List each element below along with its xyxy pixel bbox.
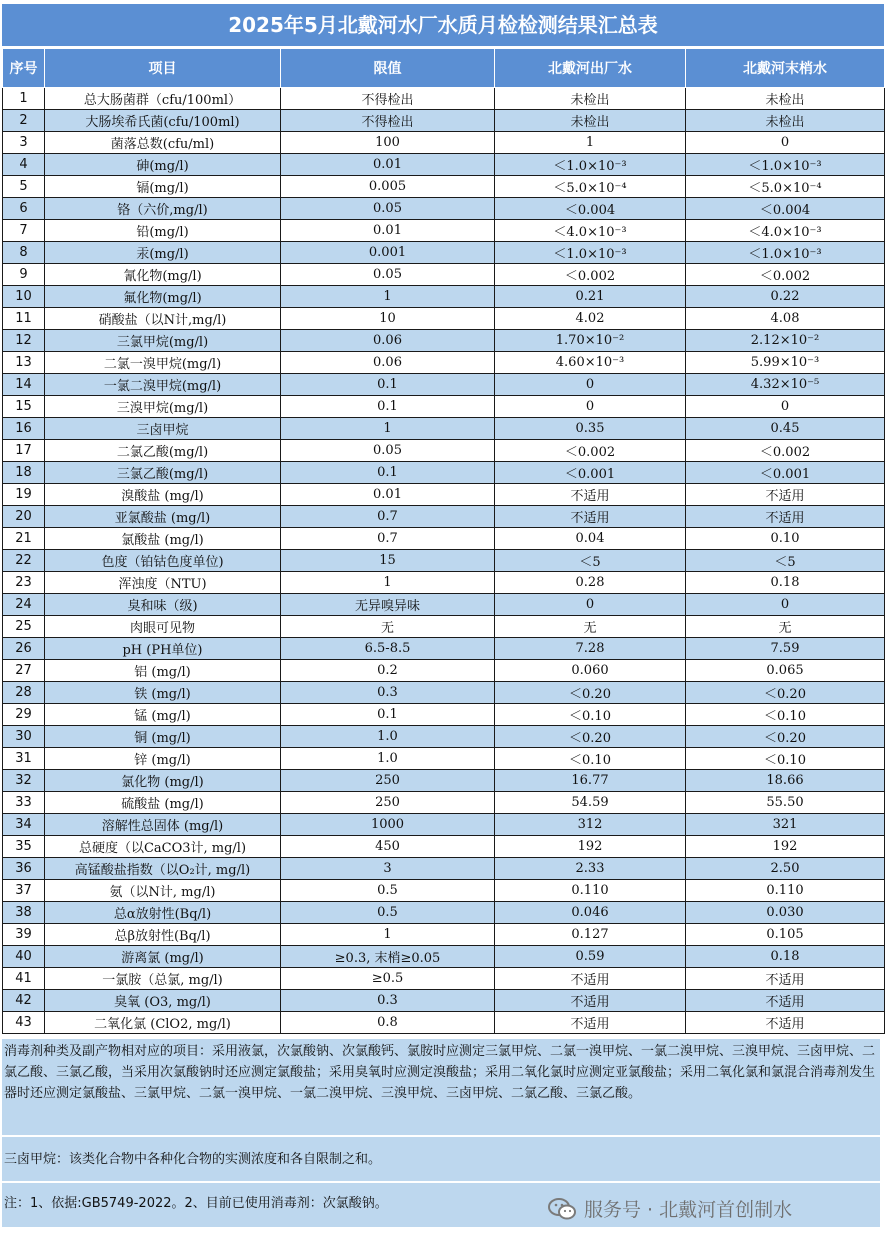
cell-plant-outlet[interactable]: 312 [495, 814, 686, 836]
cell-limit[interactable]: 无异嗅异味 [281, 594, 495, 616]
cell-item[interactable]: 总大肠菌群（cfu/100ml） [45, 88, 281, 110]
cell-plant-outlet[interactable]: ＜0.20 [495, 682, 686, 704]
cell-plant-outlet[interactable]: 0.046 [495, 902, 686, 924]
cell-tap-water[interactable]: 0 [686, 396, 885, 418]
cell-item[interactable]: 氟化物(mg/l) [45, 286, 281, 308]
cell-tap-water[interactable]: 18.66 [686, 770, 885, 792]
table-row [3, 462, 885, 484]
cell-plant-outlet[interactable]: 192 [495, 836, 686, 858]
cell-plant-outlet[interactable]: ＜1.0×10⁻³ [495, 154, 686, 176]
cell-item[interactable]: 总β放射性(Bq/l) [45, 924, 281, 946]
cell-index[interactable]: 10 [3, 286, 45, 308]
cell-item[interactable]: 硝酸盐（以N计,mg/l) [45, 308, 281, 330]
cell-limit[interactable]: 0.01 [281, 484, 495, 506]
cell-limit[interactable]: 0.06 [281, 352, 495, 374]
cell-item[interactable]: 铜 (mg/l) [45, 726, 281, 748]
cell-tap-water[interactable]: ＜1.0×10⁻³ [686, 154, 885, 176]
cell-plant-outlet[interactable]: ＜0.002 [495, 264, 686, 286]
cell-limit[interactable]: 0.05 [281, 440, 495, 462]
cell-index[interactable]: 5 [3, 176, 45, 198]
cell-plant-outlet[interactable]: 0.35 [495, 418, 686, 440]
note-basis: 注：1、依据:GB5749-2022。2、目前已使用消毒剂：次氯酸钠。 [2, 1183, 880, 1227]
cell-tap-water[interactable]: 4.32×10⁻⁵ [686, 374, 885, 396]
cell-limit[interactable]: 0.7 [281, 506, 495, 528]
cell-item[interactable]: pH (PH单位) [45, 638, 281, 660]
cell-limit[interactable]: 250 [281, 792, 495, 814]
cell-index[interactable]: 8 [3, 242, 45, 264]
cell-tap-water[interactable]: 不适用 [686, 1012, 885, 1034]
cell-item[interactable]: 二氧化氯 (ClO2, mg/l) [45, 1012, 281, 1034]
table-row [3, 132, 885, 154]
table-row [3, 220, 885, 242]
cell-index[interactable]: 28 [3, 682, 45, 704]
cell-plant-outlet[interactable]: 16.77 [495, 770, 686, 792]
cell-item[interactable]: 色度（铂钴色度单位) [45, 550, 281, 572]
cell-index[interactable]: 40 [3, 946, 45, 968]
table-row [3, 880, 885, 902]
cell-plant-outlet[interactable]: 0.060 [495, 660, 686, 682]
cell-plant-outlet[interactable]: 1 [495, 132, 686, 154]
cell-index[interactable]: 31 [3, 748, 45, 770]
table-row [3, 242, 885, 264]
cell-index[interactable]: 4 [3, 154, 45, 176]
cell-tap-water[interactable]: 7.59 [686, 638, 885, 660]
cell-item[interactable]: 铬（六价,mg/l) [45, 198, 281, 220]
cell-item[interactable]: 氯酸盐 (mg/l) [45, 528, 281, 550]
cell-index[interactable]: 42 [3, 990, 45, 1012]
cell-plant-outlet[interactable]: 0.04 [495, 528, 686, 550]
cell-limit[interactable]: 450 [281, 836, 495, 858]
cell-item[interactable]: 一氯二溴甲烷(mg/l) [45, 374, 281, 396]
table-row [3, 198, 885, 220]
cell-item[interactable]: 三氯甲烷(mg/l) [45, 330, 281, 352]
cell-limit[interactable]: 0.01 [281, 154, 495, 176]
table-row [3, 748, 885, 770]
cell-plant-outlet[interactable]: 0.110 [495, 880, 686, 902]
cell-tap-water[interactable]: 0.105 [686, 924, 885, 946]
cell-index[interactable]: 21 [3, 528, 45, 550]
cell-plant-outlet[interactable]: ＜5.0×10⁻⁴ [495, 176, 686, 198]
cell-tap-water[interactable]: 0.45 [686, 418, 885, 440]
cell-plant-outlet[interactable]: ＜0.20 [495, 726, 686, 748]
cell-limit[interactable]: 100 [281, 132, 495, 154]
cell-plant-outlet[interactable]: ＜0.004 [495, 198, 686, 220]
table-row [3, 682, 885, 704]
cell-plant-outlet[interactable]: ＜0.001 [495, 462, 686, 484]
note-trihalomethanes: 三卤甲烷：该类化合物中各种化合物的实测浓度和各自限制之和。 [2, 1137, 880, 1181]
cell-limit[interactable]: 0.01 [281, 220, 495, 242]
cell-item[interactable]: 汞(mg/l) [45, 242, 281, 264]
cell-tap-water[interactable]: ＜1.0×10⁻³ [686, 242, 885, 264]
cell-index[interactable]: 1 [3, 88, 45, 110]
cell-limit[interactable]: 0.3 [281, 682, 495, 704]
cell-tap-water[interactable]: 4.08 [686, 308, 885, 330]
cell-item[interactable]: 一氯胺（总氯, mg/l) [45, 968, 281, 990]
cell-tap-water[interactable]: ＜5.0×10⁻⁴ [686, 176, 885, 198]
cell-limit[interactable]: 0.05 [281, 198, 495, 220]
cell-limit[interactable]: 不得检出 [281, 88, 495, 110]
cell-plant-outlet[interactable]: 0 [495, 396, 686, 418]
cell-index[interactable]: 13 [3, 352, 45, 374]
cell-item[interactable]: 硫酸盐 (mg/l) [45, 792, 281, 814]
table-row [3, 946, 885, 968]
cell-limit[interactable]: 不得检出 [281, 110, 495, 132]
cell-index[interactable]: 38 [3, 902, 45, 924]
cell-tap-water[interactable]: 192 [686, 836, 885, 858]
table-row [3, 308, 885, 330]
cell-tap-water[interactable]: ＜5 [686, 550, 885, 572]
cell-item[interactable]: 游离氯 (mg/l) [45, 946, 281, 968]
cell-plant-outlet[interactable]: 未检出 [495, 110, 686, 132]
cell-plant-outlet[interactable]: 不适用 [495, 1012, 686, 1034]
cell-limit[interactable]: 1 [281, 418, 495, 440]
cell-index[interactable]: 27 [3, 660, 45, 682]
cell-index[interactable]: 2 [3, 110, 45, 132]
cell-plant-outlet[interactable]: ＜5 [495, 550, 686, 572]
cell-plant-outlet[interactable]: ＜0.10 [495, 704, 686, 726]
cell-plant-outlet[interactable]: 7.28 [495, 638, 686, 660]
cell-limit[interactable]: 15 [281, 550, 495, 572]
cell-index[interactable]: 43 [3, 1012, 45, 1034]
table-row [3, 396, 885, 418]
table-row [3, 814, 885, 836]
cell-tap-water[interactable]: 不适用 [686, 968, 885, 990]
cell-item[interactable]: 铁 (mg/l) [45, 682, 281, 704]
cell-index[interactable]: 9 [3, 264, 45, 286]
cell-index[interactable]: 22 [3, 550, 45, 572]
cell-limit[interactable]: 250 [281, 770, 495, 792]
cell-index[interactable]: 19 [3, 484, 45, 506]
cell-item[interactable]: 锌 (mg/l) [45, 748, 281, 770]
table-row [3, 352, 885, 374]
cell-tap-water[interactable]: ＜0.10 [686, 704, 885, 726]
cell-item[interactable]: 肉眼可见物 [45, 616, 281, 638]
cell-index[interactable]: 18 [3, 462, 45, 484]
cell-limit[interactable]: 0.06 [281, 330, 495, 352]
cell-tap-water[interactable]: 2.12×10⁻² [686, 330, 885, 352]
cell-tap-water[interactable]: 0 [686, 132, 885, 154]
cell-index[interactable]: 35 [3, 836, 45, 858]
table-row [3, 528, 885, 550]
table-row [3, 572, 885, 594]
cell-item[interactable]: 氯化物 (mg/l) [45, 770, 281, 792]
cell-item[interactable]: 三氯乙酸(mg/l) [45, 462, 281, 484]
cell-index[interactable]: 36 [3, 858, 45, 880]
table-row [3, 990, 885, 1012]
cell-limit[interactable]: 0.5 [281, 880, 495, 902]
cell-plant-outlet[interactable]: 2.33 [495, 858, 686, 880]
cell-plant-outlet[interactable]: 未检出 [495, 88, 686, 110]
cell-tap-water[interactable]: 不适用 [686, 506, 885, 528]
cell-limit[interactable]: 1 [281, 924, 495, 946]
table-row [3, 858, 885, 880]
cell-plant-outlet[interactable]: 不适用 [495, 968, 686, 990]
table-row [3, 374, 885, 396]
cell-index[interactable]: 14 [3, 374, 45, 396]
cell-index[interactable]: 39 [3, 924, 45, 946]
cell-item[interactable]: 二氯一溴甲烷(mg/l) [45, 352, 281, 374]
table-row [3, 110, 885, 132]
wechat-icon [548, 1198, 576, 1220]
results-table [2, 48, 885, 1034]
table-row [3, 704, 885, 726]
cell-index[interactable]: 7 [3, 220, 45, 242]
cell-index[interactable]: 24 [3, 594, 45, 616]
cell-index[interactable]: 26 [3, 638, 45, 660]
cell-index[interactable]: 6 [3, 198, 45, 220]
cell-limit[interactable]: 0.1 [281, 462, 495, 484]
cell-plant-outlet[interactable]: 0.21 [495, 286, 686, 308]
cell-plant-outlet[interactable]: ＜0.002 [495, 440, 686, 462]
table-row [3, 1012, 885, 1034]
cell-plant-outlet[interactable]: 0.59 [495, 946, 686, 968]
cell-item[interactable]: 三卤甲烷 [45, 418, 281, 440]
table-row [3, 902, 885, 924]
cell-tap-water[interactable]: 0.18 [686, 572, 885, 594]
cell-tap-water[interactable]: 0.110 [686, 880, 885, 902]
cell-tap-water[interactable]: ＜4.0×10⁻³ [686, 220, 885, 242]
col-header-limit[interactable]: 限值 [281, 49, 495, 88]
cell-index[interactable]: 34 [3, 814, 45, 836]
cell-item[interactable]: 镉(mg/l) [45, 176, 281, 198]
table-row [3, 330, 885, 352]
cell-tap-water[interactable]: 0 [686, 594, 885, 616]
cell-tap-water[interactable]: 2.50 [686, 858, 885, 880]
cell-plant-outlet[interactable]: 0 [495, 594, 686, 616]
cell-index[interactable]: 32 [3, 770, 45, 792]
cell-item[interactable]: 铝 (mg/l) [45, 660, 281, 682]
watermark-text: 服务号 · 北戴河首创制水 [584, 1199, 793, 1221]
cell-tap-water[interactable]: 未检出 [686, 88, 885, 110]
cell-tap-water[interactable]: 55.50 [686, 792, 885, 814]
cell-limit[interactable]: 3 [281, 858, 495, 880]
table-row [3, 660, 885, 682]
cell-index[interactable]: 16 [3, 418, 45, 440]
table-row [3, 176, 885, 198]
cell-item[interactable]: 溴酸盐 (mg/l) [45, 484, 281, 506]
col-header-index[interactable]: 序号 [3, 49, 45, 88]
cell-plant-outlet[interactable]: 1.70×10⁻² [495, 330, 686, 352]
cell-item[interactable]: 浑浊度（NTU) [45, 572, 281, 594]
table-row [3, 770, 885, 792]
cell-limit[interactable]: 10 [281, 308, 495, 330]
cell-plant-outlet[interactable]: 0.28 [495, 572, 686, 594]
cell-index[interactable]: 41 [3, 968, 45, 990]
cell-index[interactable]: 11 [3, 308, 45, 330]
table-row [3, 484, 885, 506]
cell-tap-water[interactable]: 0.030 [686, 902, 885, 924]
cell-tap-water[interactable]: ＜0.002 [686, 440, 885, 462]
note-disinfectant-byproducts: 消毒剂种类及副产物相对应的项目：采用液氯，次氯酸钠、次氯酸钙、氯胺时应测定三氯甲烷、二氯一溴甲烷、一氯二溴甲烷、三溴甲烷、三卤甲烷、二氯乙酸、三氯乙酸，当采用次氯酸钠时还应测定氯酸盐；采用臭氧时应测定溴酸盐；采用二氧化氯时应测定亚氯酸盐；采用二氧化氯和氯混合消毒剂发生器时还应测定氯酸盐、三氯甲烷、二氯一溴甲烷、一氯二溴甲烷、三溴甲烷、三卤甲烷、二氯乙酸、三氯乙酸。 [2, 1039, 880, 1135]
cell-index[interactable]: 12 [3, 330, 45, 352]
cell-index[interactable]: 37 [3, 880, 45, 902]
table-row [3, 506, 885, 528]
cell-tap-water[interactable]: 不适用 [686, 484, 885, 506]
cell-index[interactable]: 30 [3, 726, 45, 748]
cell-index[interactable]: 29 [3, 704, 45, 726]
cell-item[interactable]: 菌落总数(cfu/ml) [45, 132, 281, 154]
cell-plant-outlet[interactable]: ＜0.10 [495, 748, 686, 770]
cell-limit[interactable]: 0.8 [281, 1012, 495, 1034]
table-row [3, 88, 885, 110]
cell-item[interactable]: 三溴甲烷(mg/l) [45, 396, 281, 418]
cell-item[interactable]: 高锰酸盐指数（以O₂计, mg/l) [45, 858, 281, 880]
cell-tap-water[interactable]: ＜0.20 [686, 726, 885, 748]
cell-limit[interactable]: ≥0.3, 末梢≥0.05 [281, 946, 495, 968]
table-row [3, 264, 885, 286]
cell-limit[interactable]: 0.5 [281, 902, 495, 924]
cell-item[interactable]: 铅(mg/l) [45, 220, 281, 242]
report-title: 2025年5月北戴河水厂水质月检检测结果汇总表 [2, 4, 884, 46]
cell-index[interactable]: 17 [3, 440, 45, 462]
cell-item[interactable]: 总α放射性(Bq/l) [45, 902, 281, 924]
cell-plant-outlet[interactable]: 0.127 [495, 924, 686, 946]
cell-index[interactable]: 25 [3, 616, 45, 638]
cell-item[interactable]: 大肠埃希氏菌(cfu/100ml) [45, 110, 281, 132]
cell-tap-water[interactable]: ＜0.20 [686, 682, 885, 704]
cell-index[interactable]: 20 [3, 506, 45, 528]
cell-item[interactable]: 臭氧 (O3, mg/l) [45, 990, 281, 1012]
table-row [3, 638, 885, 660]
cell-tap-water[interactable]: 0.22 [686, 286, 885, 308]
cell-tap-water[interactable]: 无 [686, 616, 885, 638]
cell-item[interactable]: 氰化物(mg/l) [45, 264, 281, 286]
cell-limit[interactable]: 1000 [281, 814, 495, 836]
cell-tap-water[interactable]: ＜0.10 [686, 748, 885, 770]
cell-plant-outlet[interactable]: 不适用 [495, 990, 686, 1012]
table-row [3, 286, 885, 308]
cell-limit[interactable]: 0.05 [281, 264, 495, 286]
cell-index[interactable]: 33 [3, 792, 45, 814]
cell-limit[interactable]: ≥0.5 [281, 968, 495, 990]
cell-item[interactable]: 溶解性总固体 (mg/l) [45, 814, 281, 836]
cell-item[interactable]: 砷(mg/l) [45, 154, 281, 176]
cell-index[interactable]: 23 [3, 572, 45, 594]
cell-tap-water[interactable]: 未检出 [686, 110, 885, 132]
cell-item[interactable]: 氨（以N计, mg/l) [45, 880, 281, 902]
table-header-row [3, 49, 885, 88]
table-row [3, 594, 885, 616]
col-header-item[interactable]: 项目 [45, 49, 281, 88]
cell-item[interactable]: 臭和味（级) [45, 594, 281, 616]
cell-limit[interactable]: 0.7 [281, 528, 495, 550]
cell-index[interactable]: 3 [3, 132, 45, 154]
cell-tap-water[interactable]: 不适用 [686, 990, 885, 1012]
cell-plant-outlet[interactable]: 4.60×10⁻³ [495, 352, 686, 374]
cell-tap-water[interactable]: ＜0.004 [686, 198, 885, 220]
cell-limit[interactable]: 0.1 [281, 374, 495, 396]
cell-limit[interactable]: 1 [281, 572, 495, 594]
cell-limit[interactable]: 6.5-8.5 [281, 638, 495, 660]
table-row [3, 154, 885, 176]
cell-tap-water[interactable]: 5.99×10⁻³ [686, 352, 885, 374]
cell-limit[interactable]: 0.001 [281, 242, 495, 264]
cell-limit[interactable]: 1.0 [281, 748, 495, 770]
cell-limit[interactable]: 0.3 [281, 990, 495, 1012]
cell-tap-water[interactable]: 0.10 [686, 528, 885, 550]
cell-plant-outlet[interactable]: 无 [495, 616, 686, 638]
cell-index[interactable]: 15 [3, 396, 45, 418]
table-row [3, 792, 885, 814]
table-row [3, 836, 885, 858]
cell-tap-water[interactable]: 321 [686, 814, 885, 836]
cell-tap-water[interactable]: ＜0.002 [686, 264, 885, 286]
cell-limit[interactable]: 无 [281, 616, 495, 638]
cell-plant-outlet[interactable]: 不适用 [495, 484, 686, 506]
cell-item[interactable]: 锰 (mg/l) [45, 704, 281, 726]
cell-limit[interactable]: 0.005 [281, 176, 495, 198]
cell-plant-outlet[interactable]: 0 [495, 374, 686, 396]
cell-tap-water[interactable]: 0.065 [686, 660, 885, 682]
cell-limit[interactable]: 0.2 [281, 660, 495, 682]
col-header-plant-outlet[interactable]: 北戴河出厂水 [495, 49, 686, 88]
cell-limit[interactable]: 0.1 [281, 704, 495, 726]
cell-item[interactable]: 总硬度（以CaCO3计, mg/l) [45, 836, 281, 858]
cell-item[interactable]: 二氯乙酸(mg/l) [45, 440, 281, 462]
cell-limit[interactable]: 0.1 [281, 396, 495, 418]
cell-plant-outlet[interactable]: 54.59 [495, 792, 686, 814]
table-row [3, 440, 885, 462]
table-row [3, 616, 885, 638]
table-row [3, 968, 885, 990]
table-row [3, 726, 885, 748]
table-row [3, 550, 885, 572]
col-header-tap-water[interactable]: 北戴河末梢水 [686, 49, 885, 88]
table-row [3, 924, 885, 946]
cell-tap-water[interactable]: ＜0.001 [686, 462, 885, 484]
cell-plant-outlet[interactable]: ＜1.0×10⁻³ [495, 242, 686, 264]
cell-limit[interactable]: 1.0 [281, 726, 495, 748]
cell-plant-outlet[interactable]: 4.02 [495, 308, 686, 330]
cell-plant-outlet[interactable]: 不适用 [495, 506, 686, 528]
watermark [548, 1195, 792, 1222]
table-row [3, 418, 885, 440]
cell-tap-water[interactable]: 0.18 [686, 946, 885, 968]
cell-limit[interactable]: 1 [281, 286, 495, 308]
cell-item[interactable]: 亚氯酸盐 (mg/l) [45, 506, 281, 528]
cell-plant-outlet[interactable]: ＜4.0×10⁻³ [495, 220, 686, 242]
